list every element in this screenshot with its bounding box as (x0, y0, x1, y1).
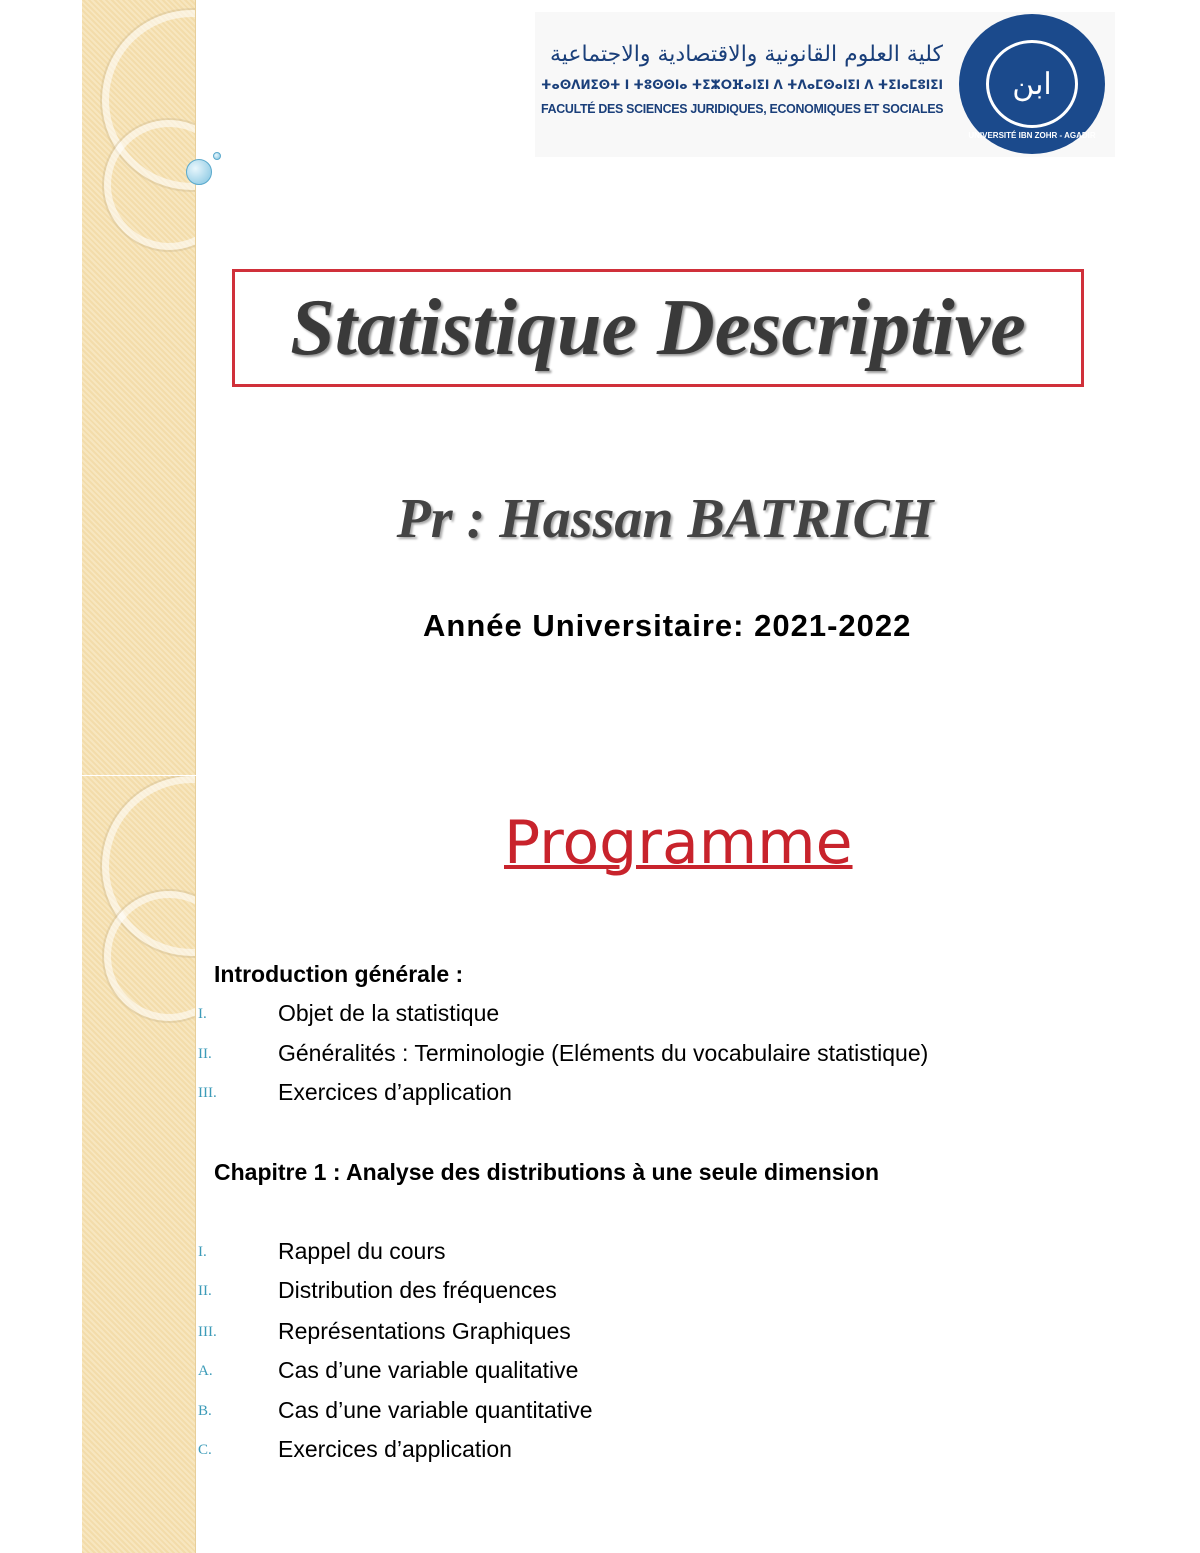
list-number: II. (198, 1283, 212, 1299)
list-text: Exercices d’application (278, 1436, 512, 1462)
list-number: I. (198, 1006, 207, 1022)
list-number: II. (198, 1046, 212, 1062)
list-text: Représentations Graphiques (278, 1318, 571, 1344)
list-text: Cas d’une variable quantitative (278, 1397, 593, 1423)
logo-arabic: كلية العلوم القانونية والاقتصادية والاجتماعية (550, 42, 943, 67)
document-title: Statistique Descriptive (290, 283, 1026, 372)
section-heading: Introduction générale : (214, 961, 464, 987)
professor-name: Pr : Hassan BATRICH (396, 488, 934, 550)
title-box (232, 269, 1084, 387)
list-number: I. (198, 1244, 207, 1260)
list-number: C. (198, 1442, 212, 1458)
list-text: Distribution des fréquences (278, 1277, 557, 1303)
list-text: Généralités : Terminologie (Eléments du vocabulaire statistique) (278, 1040, 929, 1066)
list-text: Cas d’une variable qualitative (278, 1357, 579, 1383)
list-number: A. (198, 1363, 213, 1379)
list-text: Rappel du cours (278, 1238, 446, 1264)
programme-heading: Programme (504, 808, 853, 878)
list-text: Objet de la statistique (278, 1000, 500, 1026)
bubble-small-icon (213, 152, 221, 160)
university-seal (959, 14, 1105, 154)
seal-label: UNIVERSITÉ IBN ZOHR - AGADIR (968, 131, 1096, 140)
logo-french: FACULTÉ DES SCIENCES JURIDIQUES, ECONOMIQUES ET SOCIALES (541, 101, 944, 116)
seal-emblem-icon: ابن (986, 40, 1078, 128)
logo-tifinagh: ⵜⴰⵙⴷⵍⵉⵙⵜ ⵏ ⵜⵓⵙⵙⵏⴰ ⵜⵉⵣⵔⴼⴰⵏⵉⵏ ⴷ ⵜⴷⴰⵎⵙⴰⵏⵉⵏ ⴷ ⵜⵉⵏⴰⵎⵓⵏⵉⵏ (541, 78, 943, 93)
list-number: B. (198, 1403, 212, 1419)
list-text: Exercices d’application (278, 1079, 512, 1105)
bubble-icon (186, 159, 212, 185)
academic-year: Année Universitaire: 2021-2022 (423, 608, 912, 643)
list-number: III. (198, 1324, 217, 1340)
section-heading: Chapitre 1 : Analyse des distributions à une seule dimension (214, 1159, 880, 1185)
decorative-strip-bottom (82, 776, 196, 1553)
faculty-logo (535, 12, 1115, 157)
list-number: III. (198, 1085, 217, 1101)
decorative-strip-top (82, 0, 196, 775)
